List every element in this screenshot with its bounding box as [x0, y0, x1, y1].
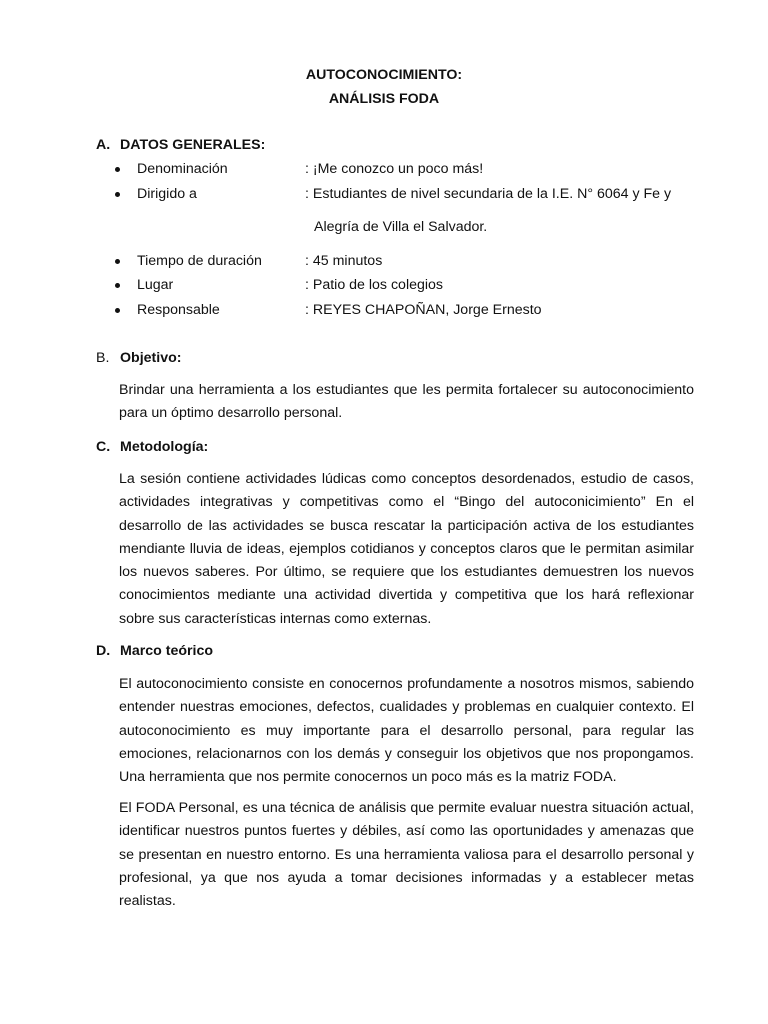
section-b-title: Objetivo: — [120, 350, 182, 366]
item-value: : ¡Me conozco un poco más! — [305, 161, 484, 177]
section-b-heading — [96, 350, 181, 366]
section-c-letter: C. — [96, 439, 111, 455]
section-a-letter: A. — [96, 137, 111, 153]
section-c-heading — [96, 439, 208, 455]
section-a-heading — [96, 137, 265, 153]
section-d-heading — [96, 643, 213, 659]
item-label: Responsable — [137, 302, 220, 318]
item-label: Dirigido a — [137, 186, 197, 202]
item-value: : Estudiantes de nivel secundaria de la I.E. N° 6064 y Fe y — [305, 186, 672, 202]
item-label: Lugar — [137, 277, 174, 293]
item-value-continuation: Alegría de Villa el Salvador. — [314, 219, 488, 235]
item-label: Denominación — [137, 161, 228, 177]
section-d-paragraph-1: El autoconocimiento consiste en conocernos profundamente a nosotros mismos, sabiendo entender nuestras emociones, defectos, cualidades y problemas en cualquier contexto. El autoconocimiento es muy importante para el desarrollo personal, para regular las emociones, relacionarnos con los demás y conseguir los objetivos que nos propongamos. Una herramienta que nos permite conocernos un poco más es la matriz FODA. — [119, 676, 694, 786]
item-value: : 45 minutos — [305, 253, 383, 269]
section-d-letter: D. — [96, 643, 111, 659]
document-title-line2: ANÁLISIS FODA — [328, 91, 440, 107]
section-a-title: DATOS GENERALES: — [120, 137, 266, 153]
item-value: : REYES CHAPOÑAN, Jorge Ernesto — [305, 302, 542, 318]
section-c-title: Metodología: — [120, 439, 209, 455]
item-value: : Patio de los colegios — [305, 277, 444, 293]
section-d-paragraph-2: El FODA Personal, es una técnica de análisis que permite evaluar nuestra situación actual, identificar nuestros puntos fuertes y débiles, así como las oportunidades y amenazas que se presentan en nuestro entorno. Es una herramienta valiosa para el desarrollo personal y profesional, ya que nos ayuda a tomar decisiones informadas y a establecer metas realistas. — [119, 800, 694, 910]
section-b-paragraph: Brindar una herramienta a los estudiantes que les permita fortalecer su autoconocimiento para un óptimo desarrollo personal. — [119, 382, 694, 422]
item-label: Tiempo de duración — [137, 253, 262, 269]
section-d-title: Marco teórico — [120, 643, 214, 659]
document-title-line1: AUTOCONOCIMIENTO: — [305, 67, 463, 83]
section-c-paragraph: La sesión contiene actividades lúdicas como conceptos desordenados, estudio de casos, actividades integrativas y competitivas como el “Bingo del autoconicimiento” En el desarrollo de las actividades se busca rescatar la participación activa de los estudiantes mendiante lluvia de ideas, ejemplos cotidianos y conceptos claros que le permitan asimilar los nuevos saberes. Por último, se requiere que los estudiantes demuestren los nuevos conocimientos mediante una actividad divertida y competitiva que los hará reflexionar sobre sus características internas como externas. — [119, 471, 694, 627]
section-b-letter: B. — [96, 350, 110, 366]
